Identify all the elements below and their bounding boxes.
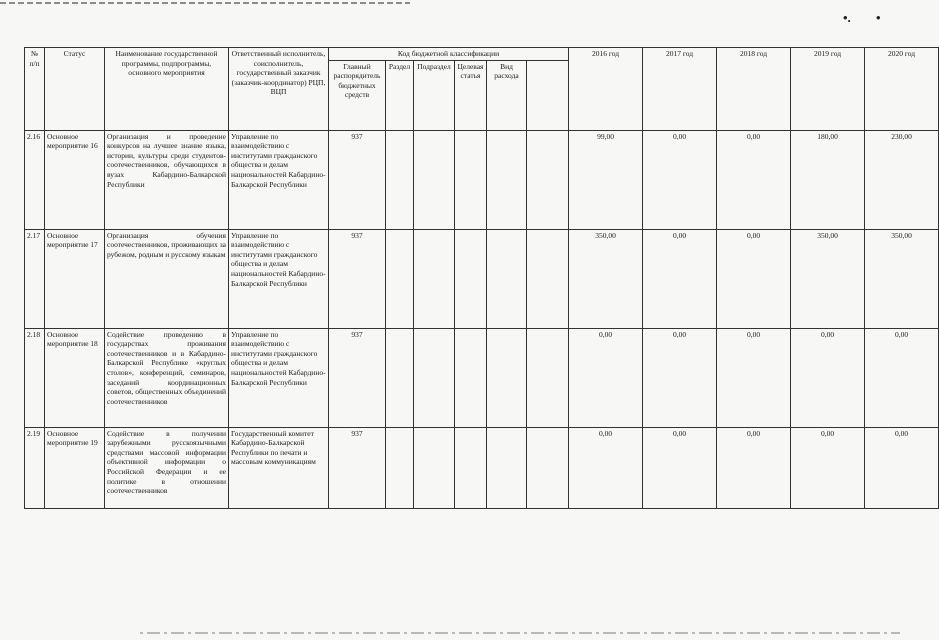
cell-spacer — [527, 427, 569, 508]
cell-gr: 937 — [329, 328, 386, 427]
cell-gr: 937 — [329, 229, 386, 328]
cell-section — [386, 130, 414, 229]
cell-section — [386, 229, 414, 328]
corner-mark: •. — [843, 10, 851, 25]
scan-artifact-bottom — [140, 632, 900, 634]
cell-executor: Управление по взаимодействию с институтами гражданского общества и делам национальностей Кабардино-Балкарской Республики — [229, 229, 329, 328]
cell-target — [455, 130, 487, 229]
corner-mark: • — [876, 10, 881, 25]
cell-gr: 937 — [329, 427, 386, 508]
cell-2019: 0,00 — [791, 427, 865, 508]
cell-2019: 350,00 — [791, 229, 865, 328]
cell-executor: Управление по взаимодействию с институтами гражданского общества и делам национальностей Кабардино-Балкарской Республики — [229, 130, 329, 229]
cell-status: Основное мероприятие 18 — [45, 328, 105, 427]
cell-type — [487, 328, 527, 427]
header-kbk-section: Раздел — [386, 60, 414, 130]
cell-2018: 0,00 — [717, 427, 791, 508]
cell-executor: Государственный комитет Кабардино-Балкарской Республики по печати и массовым коммуникациям — [229, 427, 329, 508]
cell-2018: 0,00 — [717, 130, 791, 229]
header-kbk-target: Целевая статья — [455, 60, 487, 130]
cell-2018: 0,00 — [717, 328, 791, 427]
header-program: Наименование государственной программы, подпрограммы, основного мероприятия — [105, 48, 229, 131]
cell-2016: 0,00 — [569, 427, 643, 508]
cell-target — [455, 328, 487, 427]
cell-spacer — [527, 130, 569, 229]
header-executor: Ответственный исполнитель, соисполнитель, государственный заказчик (заказчик-координатор) РЦП, ВЦП — [229, 48, 329, 131]
table-header-row — [25, 48, 939, 61]
header-kbk-spacer — [527, 60, 569, 130]
cell-2019: 180,00 — [791, 130, 865, 229]
table-row — [25, 130, 939, 229]
cell-spacer — [527, 229, 569, 328]
cell-status: Основное мероприятие 17 — [45, 229, 105, 328]
cell-type — [487, 130, 527, 229]
cell-2017: 0,00 — [643, 328, 717, 427]
cell-subsection — [414, 427, 455, 508]
cell-no: 2.17 — [25, 229, 45, 328]
header-year-2016: 2016 год — [569, 48, 643, 131]
header-kbk-subsection: Подраздел — [414, 60, 455, 130]
cell-name: Организация обучения соотечественников, проживающих за рубежом, родным и русскому языкам — [105, 229, 229, 328]
scan-artifact-top — [0, 2, 410, 4]
cell-2020: 350,00 — [865, 229, 939, 328]
cell-2016: 99,00 — [569, 130, 643, 229]
cell-executor: Управление по взаимодействию с институтами гражданского общества и делам национальностей Кабардино-Балкарской Республики — [229, 328, 329, 427]
cell-2020: 0,00 — [865, 427, 939, 508]
cell-subsection — [414, 229, 455, 328]
cell-spacer — [527, 328, 569, 427]
table-row — [25, 229, 939, 328]
cell-subsection — [414, 328, 455, 427]
cell-target — [455, 427, 487, 508]
cell-type — [487, 427, 527, 508]
header-kbk-gr: Главный распорядитель бюджетных средств — [329, 60, 386, 130]
cell-section — [386, 328, 414, 427]
table-row — [25, 427, 939, 508]
cell-2017: 0,00 — [643, 229, 717, 328]
cell-2017: 0,00 — [643, 427, 717, 508]
header-status: Статус — [45, 48, 105, 131]
cell-section — [386, 427, 414, 508]
cell-subsection — [414, 130, 455, 229]
cell-2020: 230,00 — [865, 130, 939, 229]
cell-status: Основное мероприятие 19 — [45, 427, 105, 508]
cell-name: Содействие в получении зарубежными русскоязычными средствами массовой информации объективной информации о Российской Федерации и ее политике в отношении соотечественников — [105, 427, 229, 508]
header-year-2020: 2020 год — [865, 48, 939, 131]
cell-no: 2.16 — [25, 130, 45, 229]
header-kbk-type: Вид расхода — [487, 60, 527, 130]
header-year-2018: 2018 год — [717, 48, 791, 131]
cell-gr: 937 — [329, 130, 386, 229]
cell-status: Основное мероприятие 16 — [45, 130, 105, 229]
cell-type — [487, 229, 527, 328]
table-row — [25, 328, 939, 427]
cell-2016: 0,00 — [569, 328, 643, 427]
header-no: № п/п — [25, 48, 45, 131]
cell-name: Организация и проведение конкурсов на лучшее знание языка, истории, культуры среди студентов-соотечественников, обучающихся в вузах Кабардино-Балкарской Республики — [105, 130, 229, 229]
budget-table — [24, 47, 939, 509]
cell-name: Содействие проведению в государствах проживания соотечественников и в Кабардино-Балкарской Республике «круглых столов», конференций, семинаров, заседаний координационных советов, общественных объединений соотечественников — [105, 328, 229, 427]
cell-2017: 0,00 — [643, 130, 717, 229]
cell-no: 2.19 — [25, 427, 45, 508]
header-year-2019: 2019 год — [791, 48, 865, 131]
cell-2016: 350,00 — [569, 229, 643, 328]
cell-target — [455, 229, 487, 328]
header-year-2017: 2017 год — [643, 48, 717, 131]
cell-2020: 0,00 — [865, 328, 939, 427]
cell-2019: 0,00 — [791, 328, 865, 427]
cell-2018: 0,00 — [717, 229, 791, 328]
header-kbk-group: Код бюджетной классификации — [329, 48, 569, 61]
cell-no: 2.18 — [25, 328, 45, 427]
